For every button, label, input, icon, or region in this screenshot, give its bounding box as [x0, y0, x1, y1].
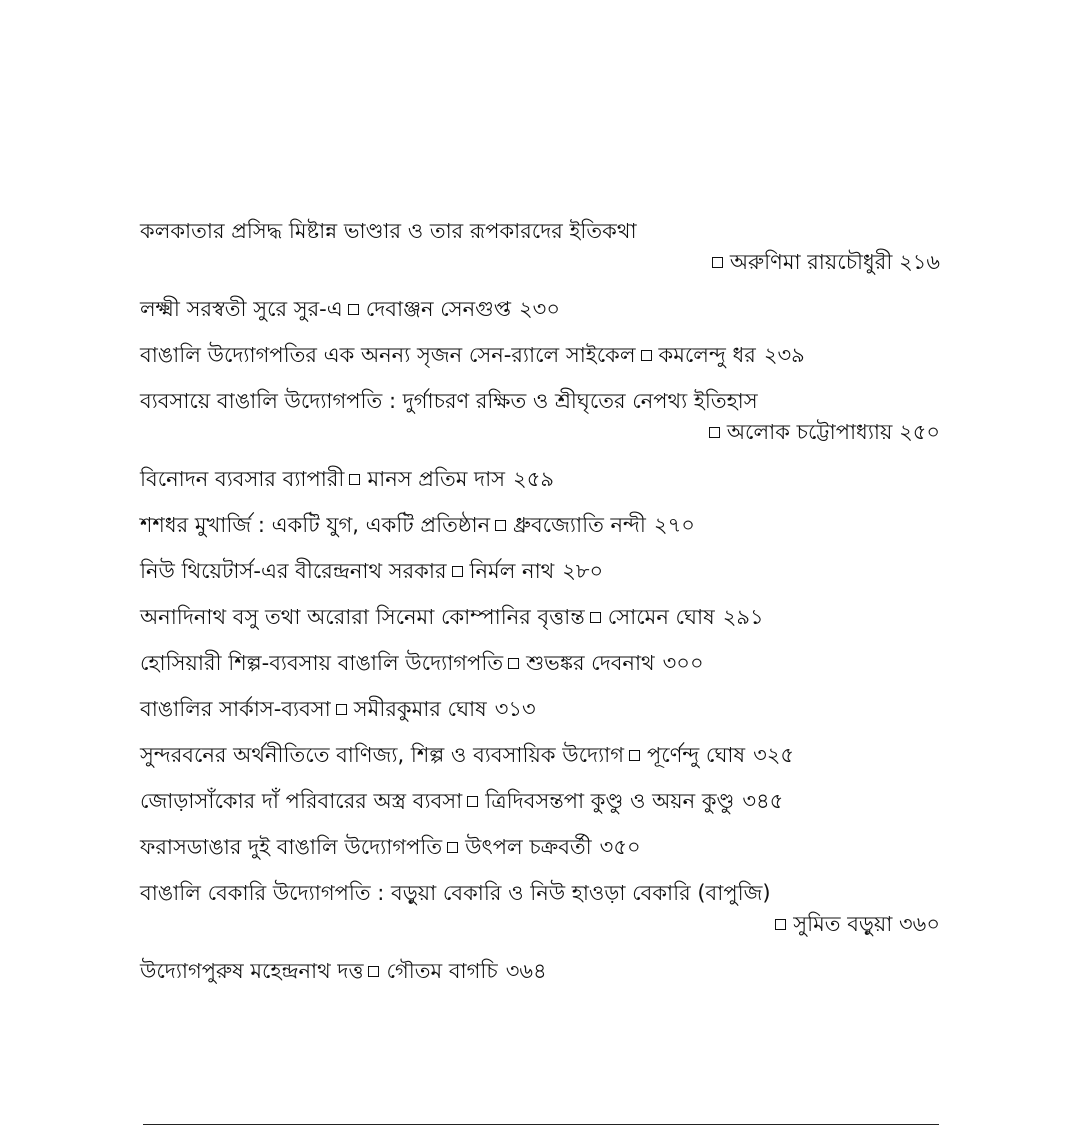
toc-entry[interactable] — [140, 332, 940, 378]
entry-page-number: ২৮০ — [562, 559, 604, 583]
entry-page-number: ৩১৩ — [494, 697, 536, 721]
entry-author: উৎপল চক্রবর্তী — [465, 835, 592, 859]
square-bullet-icon — [712, 257, 723, 268]
toc-entry[interactable] — [140, 870, 940, 942]
square-bullet-icon — [447, 842, 458, 853]
entry-page-number: ৩৫০ — [599, 835, 641, 859]
toc-entry[interactable] — [140, 640, 940, 686]
entry-page-number: ২৫৯ — [513, 467, 554, 491]
toc-entry[interactable] — [140, 824, 940, 870]
square-bullet-icon — [775, 919, 786, 930]
entry-author: গৌতম বাগচি — [386, 959, 498, 983]
square-bullet-icon — [590, 612, 601, 623]
entry-page-number: ৩৬৪ — [505, 959, 547, 983]
toc-entry[interactable] — [140, 548, 940, 594]
entry-author: অরুণিমা রায়চৌধুরী — [729, 250, 893, 274]
entry-title: লক্ষ্মী সরস্বতী সুরে সুর-এ — [140, 297, 343, 321]
entry-author: ত্রিদিবসন্তপা কুণ্ডু ও অয়ন কুণ্ডু — [485, 789, 735, 813]
entry-author: সোমেন ঘোষ — [607, 605, 715, 629]
square-bullet-icon — [368, 966, 379, 977]
entry-page-number: ২৩০ — [519, 297, 560, 321]
toc-entry[interactable] — [140, 948, 940, 994]
entry-title: কলকাতার প্রসিদ্ধ মিষ্টান্ন ভাণ্ডার ও তার রূপকারদের ইতিকথা — [140, 219, 637, 243]
entry-author: সমীরকুমার ঘোষ — [353, 697, 487, 721]
entry-page-number: ২৩৯ — [763, 343, 805, 367]
toc-entry[interactable] — [140, 208, 940, 280]
entry-title: ফরাসডাঙার দুই বাঙালি উদ্যোগপতি — [140, 835, 443, 859]
toc-entry[interactable] — [140, 732, 940, 778]
toc-entry[interactable] — [140, 686, 940, 732]
entry-title: জোড়াসাঁকোর দাঁ পরিবারের অস্ত্র ব্যবসা — [140, 789, 463, 813]
square-bullet-icon — [709, 427, 720, 438]
entry-page-number: ২৯১ — [722, 605, 764, 629]
toc-entry[interactable] — [140, 378, 940, 450]
entry-author: অলোক চট্টোপাধ্যায় — [726, 420, 893, 444]
entry-page-number: ৩৪৫ — [742, 789, 784, 813]
toc-entry[interactable] — [140, 778, 940, 824]
entry-title: নিউ থিয়েটার্স-এর বীরেন্দ্রনাথ সরকার — [140, 559, 447, 583]
entry-title: বাঙালি বেকারি উদ্যোগপতি : বড়ুয়া বেকারি ও নিউ হাওড়া বেকারি (বাপুজি) — [140, 881, 771, 905]
entry-title: বাঙালির সার্কাস-ব্যবসা — [140, 697, 331, 721]
square-bullet-icon — [467, 796, 478, 807]
entry-author: শুভঙ্কর দেবনাথ — [526, 651, 655, 675]
entry-title: শশধর মুখার্জি : একটি যুগ, একটি প্রতিষ্ঠান — [140, 513, 491, 537]
square-bullet-icon — [336, 704, 347, 715]
square-bullet-icon — [629, 750, 640, 761]
entry-title: বিনোদন ব্যবসার ব্যাপারী — [140, 467, 345, 491]
square-bullet-icon — [641, 350, 652, 361]
entry-author: নির্মল নাথ — [469, 559, 555, 583]
footer-rule — [143, 1124, 939, 1125]
entry-page-number: ৩২৫ — [753, 743, 795, 767]
entry-author: দেবাঞ্জন সেনগুপ্ত — [365, 297, 512, 321]
toc-entry[interactable] — [140, 502, 940, 548]
entry-title: ব্যবসায়ে বাঙালি উদ্যোগপতি : দুর্গাচরণ রক্ষিত ও শ্রীঘৃতের নেপথ্য ইতিহাস — [140, 389, 758, 413]
entry-page-number: ২৭০ — [653, 513, 695, 537]
entry-author: পূর্ণেন্দু ঘোষ — [647, 743, 746, 767]
entry-author: কমলেন্দু ধর — [658, 343, 756, 367]
square-bullet-icon — [349, 474, 360, 485]
toc-entry[interactable] — [140, 456, 940, 502]
square-bullet-icon — [508, 658, 519, 669]
entry-page-number: ২১৬ — [899, 250, 940, 274]
entry-title: উদ্যোগপুরুষ মহেন্দ্রনাথ দত্ত — [140, 959, 364, 983]
entry-page-number: ২৫০ — [899, 420, 940, 444]
table-of-contents — [140, 208, 940, 994]
entry-author: ধ্রুবজ্যোতি নন্দী — [513, 513, 646, 537]
entry-author: মানস প্রতিম দাস — [367, 467, 506, 491]
toc-entry[interactable] — [140, 594, 940, 640]
entry-page-number: ৩৬০ — [899, 912, 940, 936]
entry-title: হোসিয়ারী শিল্প-ব্যবসায় বাঙালি উদ্যোগপতি — [140, 651, 504, 675]
square-bullet-icon — [495, 520, 506, 531]
entry-title: অনাদিনাথ বসু তথা অরোরা সিনেমা কোম্পানির বৃত্তান্ত — [140, 605, 585, 629]
square-bullet-icon — [452, 566, 463, 577]
entry-page-number: ৩০০ — [662, 651, 704, 675]
square-bullet-icon — [348, 304, 359, 315]
entry-title: সুন্দরবনের অর্থনীতিতে বাণিজ্য, শিল্প ও ব্যবসায়িক উদ্যোগ — [140, 743, 625, 767]
entry-title: বাঙালি উদ্যোগপতির এক অনন্য সৃজন সেন-র‍্যালে সাইকেল — [140, 343, 636, 367]
toc-entry[interactable] — [140, 286, 940, 332]
entry-author: সুমিত বড়ুয়া — [793, 912, 893, 936]
